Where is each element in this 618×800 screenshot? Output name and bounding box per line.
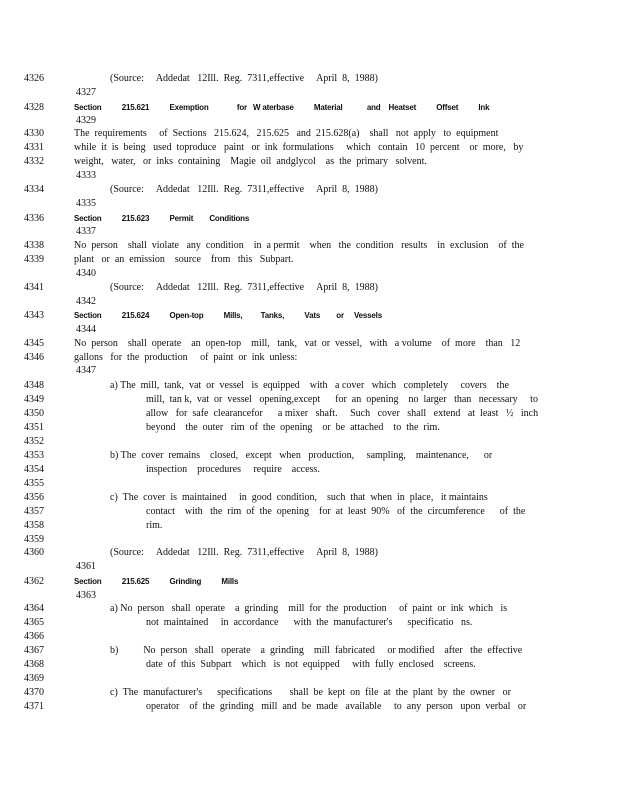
document-line xyxy=(0,533,618,547)
document-line xyxy=(0,86,618,100)
line-number: 4334 xyxy=(24,184,44,195)
document-line xyxy=(0,253,618,267)
document-line xyxy=(0,337,618,351)
line-number: 4360 xyxy=(24,547,44,558)
document-line xyxy=(0,407,618,421)
line-number: 4327 xyxy=(76,87,96,98)
document-line xyxy=(0,421,618,435)
document-line xyxy=(0,351,618,365)
line-number: 4364 xyxy=(24,603,44,614)
line-number: 4370 xyxy=(24,687,44,698)
document-line xyxy=(0,477,618,491)
line-number: 4337 xyxy=(76,226,96,237)
line-number: 4336 xyxy=(24,213,44,224)
line-number: 4326 xyxy=(24,73,44,84)
document-line xyxy=(0,630,618,644)
line-text: (Source: Addedat 12Ill. Reg. 7311,effective April 8, 1988) xyxy=(110,282,379,293)
line-number: 4328 xyxy=(24,102,44,113)
line-text: while it is being used toproduce paint or ink formulations which contain 10 percent or more, by xyxy=(74,142,524,153)
document-line xyxy=(0,435,618,449)
document-line xyxy=(0,141,618,155)
document-line xyxy=(0,225,618,239)
document-line xyxy=(0,169,618,183)
document-line xyxy=(0,364,618,378)
document-line xyxy=(0,114,618,128)
document-line xyxy=(0,212,618,226)
document-line xyxy=(0,616,618,630)
line-text: b) The cover remains closed, except when production, sampling, maintenance, or xyxy=(110,450,493,461)
section-heading: Section 215.625 Grinding Mills xyxy=(74,577,239,586)
line-number: 4338 xyxy=(24,240,44,251)
line-number: 4359 xyxy=(24,534,44,545)
document-line xyxy=(0,239,618,253)
line-number: 4341 xyxy=(24,282,44,293)
section-heading: Section 215.621 Exemption for W aterbase Material and Heatset Offset Ink xyxy=(74,103,490,112)
document-line xyxy=(0,491,618,505)
section-heading: Section 215.623 Permit Conditions xyxy=(74,214,250,223)
line-number: 4362 xyxy=(24,576,44,587)
line-number: 4345 xyxy=(24,338,44,349)
line-number: 4331 xyxy=(24,142,44,153)
document-line xyxy=(0,295,618,309)
document-line xyxy=(0,72,618,86)
section-heading: Section 215.624 Open-top Mills, Tanks, Vats or Vessels xyxy=(74,311,382,320)
line-text: a) No person shall operate a grinding mill for the production of paint or ink which is xyxy=(110,603,508,614)
document-line xyxy=(0,602,618,616)
line-number: 4355 xyxy=(24,478,44,489)
line-text: b) No person shall operate a grinding mill fabricated or modified after the effective xyxy=(110,645,523,656)
line-text: rim. xyxy=(146,520,163,531)
line-text: not maintained in accordance with the manufacturer's specificatio ns. xyxy=(146,617,473,628)
line-number: 4361 xyxy=(76,561,96,572)
line-text: a) The mill, tank, vat or vessel is equipped with a cover which completely covers the xyxy=(110,380,509,391)
line-number: 4344 xyxy=(76,324,96,335)
line-number: 4332 xyxy=(24,156,44,167)
document-line xyxy=(0,686,618,700)
line-text: weight, water, or inks containing Magie oil andglycol as the primary solvent. xyxy=(74,156,427,167)
line-text: date of this Subpart which is not equipped with fully enclosed screens. xyxy=(146,659,476,670)
line-text: (Source: Addedat 12Ill. Reg. 7311,effective April 8, 1988) xyxy=(110,547,379,558)
line-number: 4371 xyxy=(24,701,44,712)
line-number: 4365 xyxy=(24,617,44,628)
document-line xyxy=(0,281,618,295)
document-line xyxy=(0,127,618,141)
line-number: 4329 xyxy=(76,115,96,126)
line-text: (Source: Addedat 12Ill. Reg. 7311,effective April 8, 1988) xyxy=(110,73,379,84)
document-line xyxy=(0,505,618,519)
document-line xyxy=(0,658,618,672)
line-number: 4347 xyxy=(76,365,96,376)
document-line xyxy=(0,519,618,533)
line-number: 4352 xyxy=(24,436,44,447)
line-text: The requirements of Sections 215.624, 215.625 and 215.628(a) shall not apply to equipment xyxy=(74,128,499,139)
line-number: 4358 xyxy=(24,520,44,531)
line-text: inspection procedures require access. xyxy=(146,464,320,475)
document-line xyxy=(0,101,618,115)
line-number: 4330 xyxy=(24,128,44,139)
line-number: 4356 xyxy=(24,492,44,503)
line-text: plant or an emission source from this Subpart. xyxy=(74,254,294,265)
document-line xyxy=(0,644,618,658)
line-text: No person shall operate an open-top mill, tank, vat or vessel, with a volume of more than 12 xyxy=(74,338,521,349)
line-number: 4333 xyxy=(76,170,96,181)
line-number: 4353 xyxy=(24,450,44,461)
document-line xyxy=(0,393,618,407)
line-number: 4346 xyxy=(24,352,44,363)
line-number: 4340 xyxy=(76,268,96,279)
line-number: 4357 xyxy=(24,506,44,517)
line-number: 4354 xyxy=(24,464,44,475)
document-line xyxy=(0,267,618,281)
line-text: (Source: Addedat 12Ill. Reg. 7311,effective April 8, 1988) xyxy=(110,184,379,195)
document-line xyxy=(0,197,618,211)
document-line xyxy=(0,463,618,477)
line-text: allow for safe clearancefor a mixer shaft. Such cover shall extend at least ½ inch xyxy=(146,408,539,419)
document-line xyxy=(0,672,618,686)
line-number: 4367 xyxy=(24,645,44,656)
line-number: 4343 xyxy=(24,310,44,321)
document-line xyxy=(0,183,618,197)
line-number: 4348 xyxy=(24,380,44,391)
document-line xyxy=(0,700,618,714)
line-text: c) The cover is maintained in good condition, such that when in place, it maintains xyxy=(110,492,488,503)
line-text: gallons for the production of paint or ink unless: xyxy=(74,352,298,363)
document-line xyxy=(0,309,618,323)
document-line xyxy=(0,323,618,337)
document-line xyxy=(0,449,618,463)
line-text: mill, tan k, vat or vessel opening,except for an opening no larger than necessary to xyxy=(146,394,538,405)
line-number: 4342 xyxy=(76,296,96,307)
document-line xyxy=(0,155,618,169)
line-text: beyond the outer rim of the opening or be attached to the rim. xyxy=(146,422,440,433)
line-text: No person shall violate any condition in a permit when the condition results in exclusion of the xyxy=(74,240,524,251)
document-line xyxy=(0,546,618,560)
line-number: 4366 xyxy=(24,631,44,642)
line-text: c) The manufacturer's specifications shall be kept on file at the plant by the owner or xyxy=(110,687,511,698)
document-line xyxy=(0,575,618,589)
line-number: 4351 xyxy=(24,422,44,433)
line-number: 4368 xyxy=(24,659,44,670)
line-number: 4335 xyxy=(76,198,96,209)
document-line xyxy=(0,379,618,393)
line-number: 4363 xyxy=(76,590,96,601)
line-number: 4350 xyxy=(24,408,44,419)
line-number: 4339 xyxy=(24,254,44,265)
line-text: operator of the grinding mill and be made available to any person upon verbal or xyxy=(146,701,527,712)
line-number: 4349 xyxy=(24,394,44,405)
line-number: 4369 xyxy=(24,673,44,684)
document-line xyxy=(0,560,618,574)
line-text: contact with the rim of the opening for at least 90% of the circumference of the xyxy=(146,506,526,517)
document-line xyxy=(0,589,618,603)
